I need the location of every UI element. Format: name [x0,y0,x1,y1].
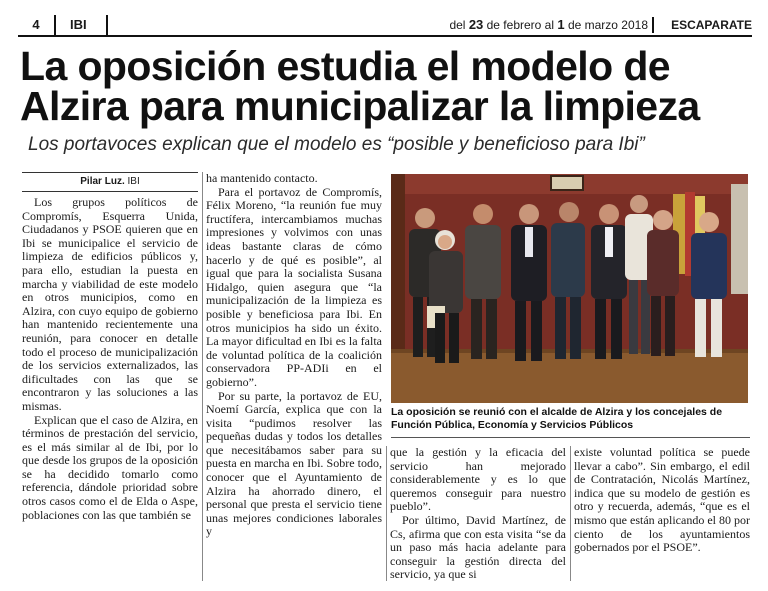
article-column-3 [390,446,566,581]
date-day-start: 23 [468,17,484,32]
article-paragraph: Para el portavoz de Compromís, Félix Moreno, “la reunión fue muy fructífera, intercambiamos muchas impresiones y volvimos con unas ideas bastante claras de cómo hacerlo y de qué es posible”, al igual que para la socialista Susana Hidalgo, quien asegura que “la municipalización de la limpieza es posible y beneficiosa para Ibi. En otros municipios ha sido un éxito. La mayor dificultad en Ibi es la falta de voluntad política de la coalición conservadora PP-ADIi en el gobierno”. [206,184,382,389]
article-subtitle: Los portavoces explican que el modelo es “posible y beneficioso para Ibi” [28,134,645,155]
page-header-strip [18,13,752,37]
article-paragraph: Por su parte, la portavoz de EU, Noemí García, explica que con la visita “pudimos resolver las pequeñas dudas y todos los detalles que necesitábamos saber para su puesta en marcha en Ibi. Sobre todo, conocer que el Ayuntamiento de Alzira ha ahorrado dinero, el personal que presta el servicio tiene unas mejores condiciones laborales y [206,388,382,539]
article-column-4 [574,446,750,581]
byline-location: IBI [127,176,140,187]
article-headline: La oposición estudia el modelo de Alzira para municipalizar la limpieza [20,43,700,129]
article-column-2 [206,172,382,581]
article-paragraph: existe voluntad política se puede llevar a cabo”. Sin embargo, el edil de Contratación, Nicolás Martínez, indica que su modelo de gestión es otro y recuerda, además, “que es el mismo que están aplicando el 80 por ciento de los ayuntamientos gobernados por el PSOE”. [574,446,750,555]
column-rule [202,172,203,581]
photo-caption: La oposición se reunió con el alcalde de Alzira y los concejales de Función Pública, Economía y Servicios Públicos [391,406,723,431]
article-paragraph: Los grupos políticos de Compromís, Esquerra Unida, Ciudadanos y PSOE quieren que en Ibi se municipalice el servicio de limpieza de edificios públicos y, para ello, estudian la puesta en marcha y viabilidad de este modelo en otros municipios, como en Alzira, con cuyo equipo de gobierno han mantenido recientemente una reunión, para conocer en detalle todo el proceso de municipalización de los servicios externalizados, las dificultades con las que se encontraron y las soluciones a las mismas. [22,196,198,413]
date-suffix: de marzo 2018 [567,18,648,32]
group-photo [391,174,748,403]
issue-date [449,15,648,35]
byline [22,172,198,192]
page-number: 4 [18,15,56,35]
date-prefix: del [449,18,466,32]
byline-author: Pilar Luz. [80,176,125,187]
group-photo-illustration [391,174,748,403]
header-divider [652,17,654,33]
date-day-end: 1 [557,17,565,32]
article-paragraph: Explican que el caso de Alzira, en términos de prestación del servicio, es el más similar al de Ibi, por lo que desde los grupos de la oposición se ha decidido tomarlo como referencia, dándole prioridad sobre otros casos como el de Elda o Aspe, poblaciones con las que también se [22,412,198,522]
date-mid: de febrero al [486,18,555,32]
column-rule [570,446,571,581]
section-label: IBI [70,15,108,35]
publication-name: ESCAPARATE [671,18,752,32]
article-paragraph: que la gestión y la eficacia del servicio han mejorado considerablemente y es lo que queremos conseguir para nuestro pueblo”. [390,446,566,514]
article-column-1 [22,196,198,581]
article-paragraph: ha mantenido contacto. [206,172,318,185]
article-paragraph: Por último, David Martínez, de Cs, afirma que con esta visita “se da un paso más hacia adelante para conseguir la gestión directa del servicio, ya que si [390,512,566,581]
column-rule [386,446,387,581]
caption-divider [391,437,750,438]
